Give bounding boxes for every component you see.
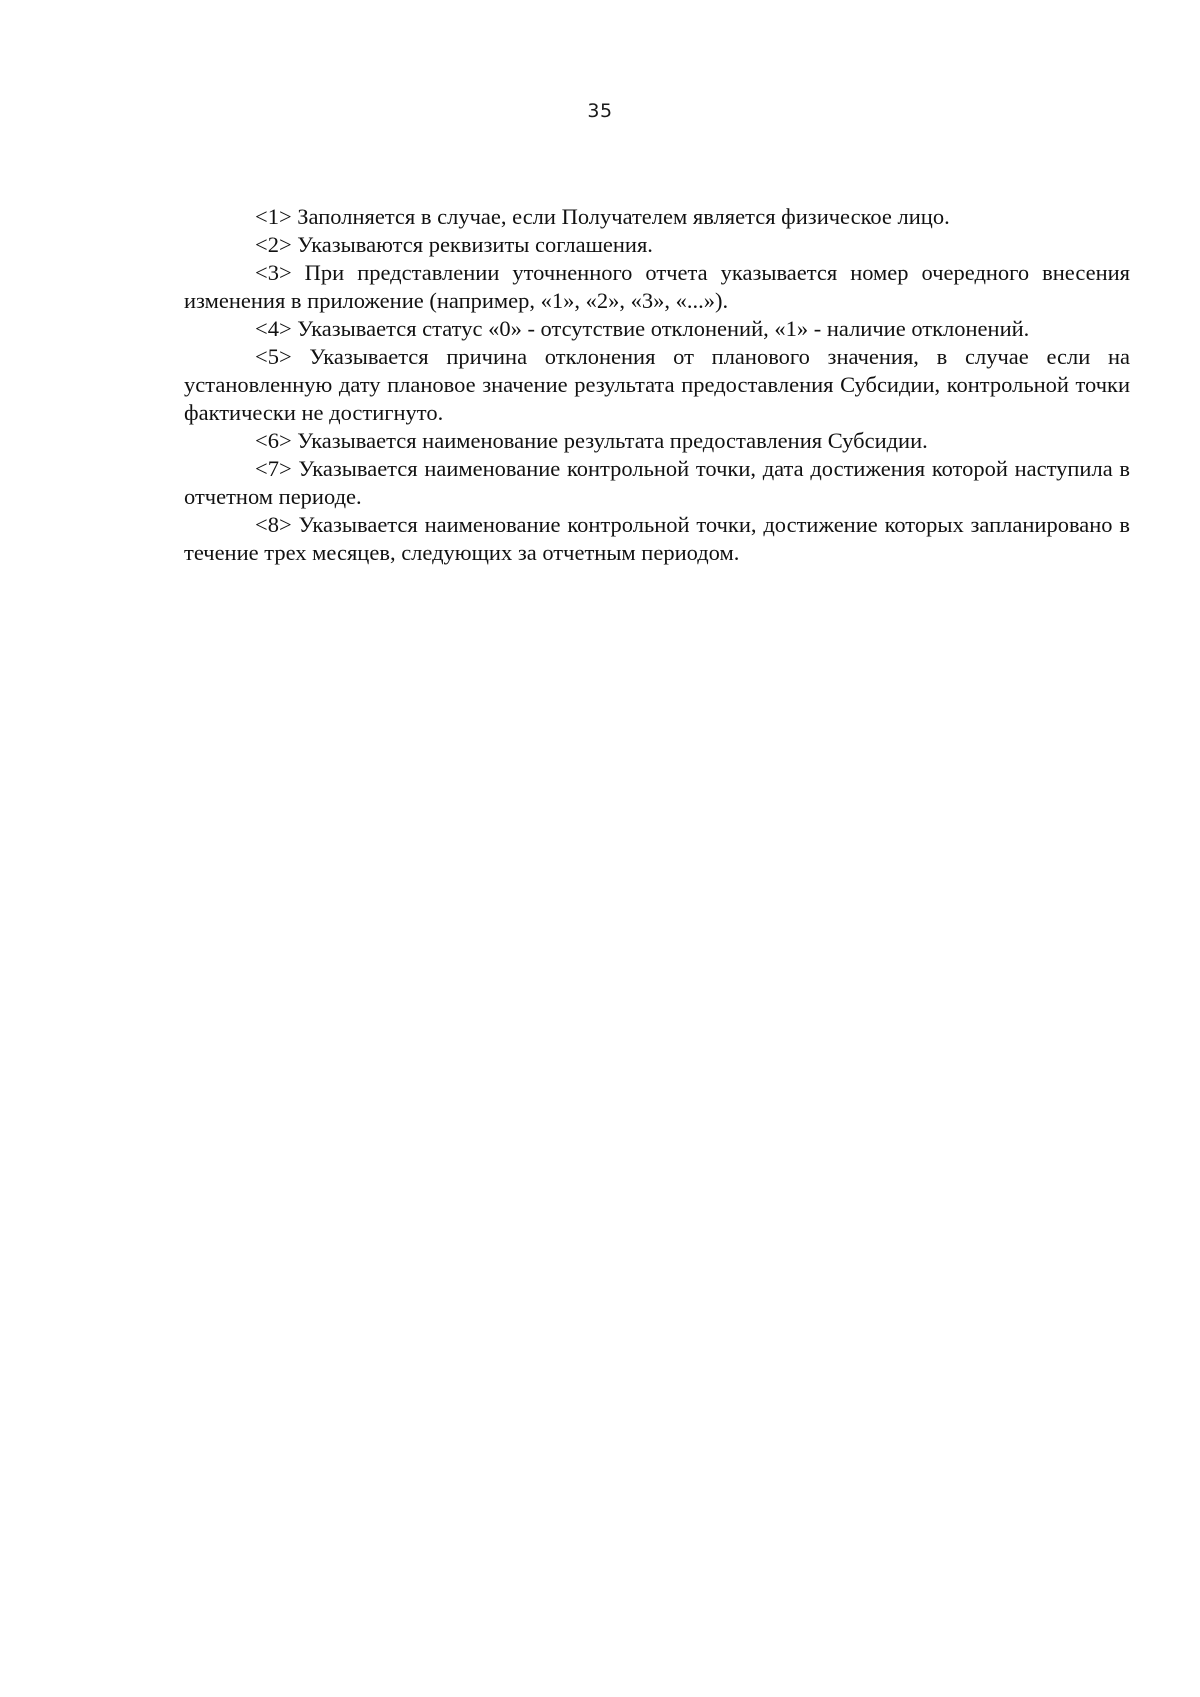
footnote-marker: <1> <box>255 204 292 229</box>
footnote-6 <box>184 427 1130 455</box>
footnote-text: Указывается статус «0» - отсутствие отклонений, «1» - наличие отклонений. <box>297 316 1030 341</box>
footnote-marker: <6> <box>255 428 292 453</box>
footnote-text: Указывается наименование результата предоставления Субсидии. <box>297 428 928 453</box>
footnote-text: Указываются реквизиты соглашения. <box>297 232 653 257</box>
footnote-text: Заполняется в случае, если Получателем является физическое лицо. <box>297 204 950 229</box>
footnote-3 <box>184 259 1130 315</box>
footnote-2 <box>184 231 1130 259</box>
footnotes-list <box>184 203 1130 567</box>
footnote-marker: <2> <box>255 232 292 257</box>
footnote-text: Указывается причина отклонения от планового значения, в случае если на установленную дату плановое значение результата предоставления Субсидии, контрольной точки фактически не достигнуто. <box>184 344 1131 425</box>
footnote-7 <box>184 455 1130 511</box>
footnote-text: Указывается наименование контрольной точки, достижение которых запланировано в течение трех месяцев, следующих за отчетным периодом. <box>184 512 1130 565</box>
footnote-1 <box>184 203 1130 231</box>
footnote-4 <box>184 315 1130 343</box>
footnote-text: Указывается наименование контрольной точки, дата достижения которой наступила в отчетном периоде. <box>184 456 1130 509</box>
footnote-marker: <5> <box>255 344 292 369</box>
footnote-8 <box>184 511 1130 567</box>
footnote-marker: <8> <box>255 512 292 537</box>
footnote-5 <box>184 343 1130 427</box>
footnote-marker: <7> <box>255 456 292 481</box>
page-number: 35 <box>587 100 613 122</box>
footnote-text: При представлении уточненного отчета указывается номер очередного внесения изменения в приложение (например, «1», «2», «3», «...»). <box>184 260 1130 313</box>
footnote-marker: <3> <box>255 260 292 285</box>
footnote-marker: <4> <box>255 316 292 341</box>
